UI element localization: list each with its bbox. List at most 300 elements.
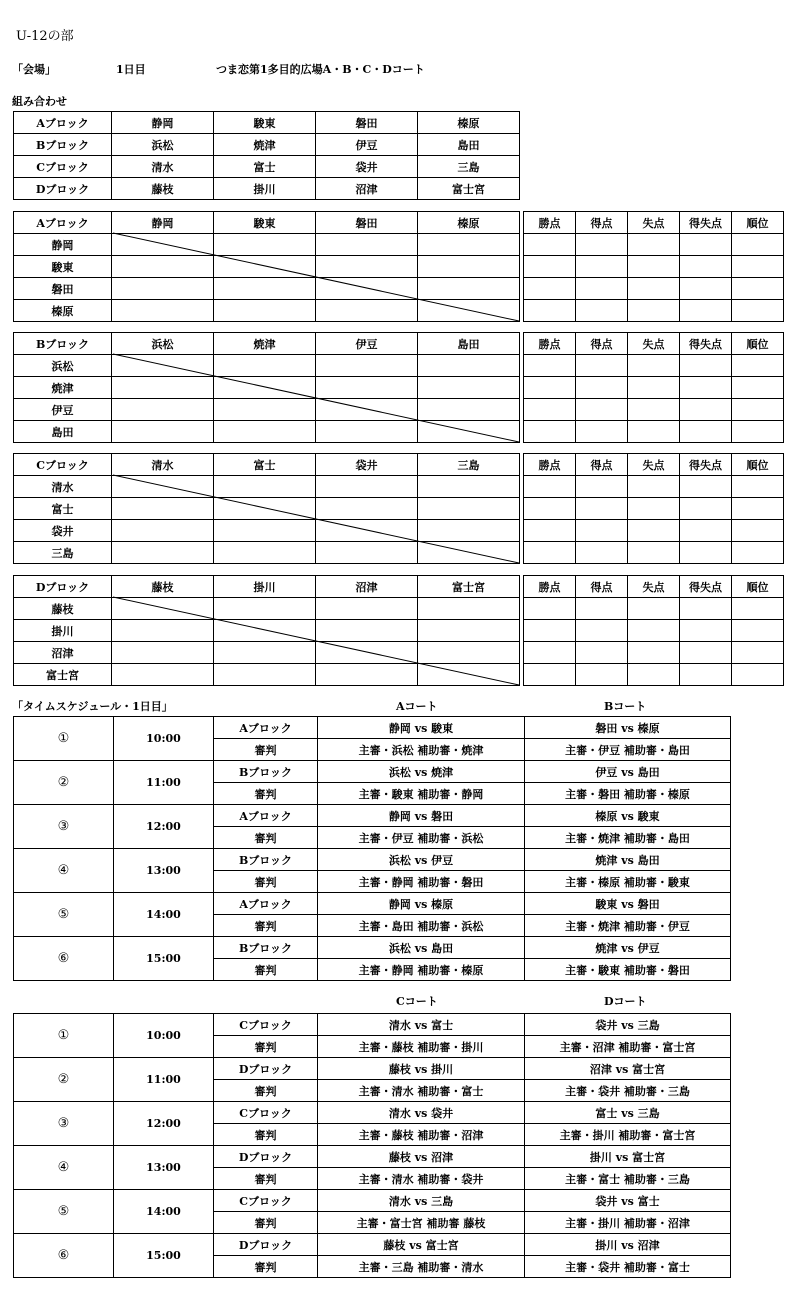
result-cell [316, 476, 418, 498]
slot-block: Bブロック [214, 849, 318, 871]
stat-cell [680, 498, 732, 520]
stat-cell [524, 642, 576, 664]
group-team: 伊豆 [316, 134, 418, 156]
stat-cell [576, 399, 628, 421]
league-col-team: 焼津 [214, 333, 316, 355]
stat-header: 得失点 [680, 454, 732, 476]
stat-cell [680, 234, 732, 256]
schedule-title: 「タイムスケジュール・1日目」 [12, 700, 173, 713]
stat-cell [524, 520, 576, 542]
referee-court-1: 主審・清水 補助審・袋井 [318, 1168, 525, 1190]
result-cell [316, 542, 418, 564]
schedule-row [14, 1190, 731, 1212]
stat-cell [524, 664, 576, 686]
match-court-1: 藤枝 vs 富士宮 [318, 1234, 525, 1256]
referee-court-1: 主審・浜松 補助審・焼津 [318, 739, 525, 761]
stat-cell [680, 399, 732, 421]
stat-cell [576, 620, 628, 642]
group-name: Cブロック [14, 156, 112, 178]
referee-court-1: 主審・静岡 補助審・榛原 [318, 959, 525, 981]
league-block-name: Cブロック [14, 454, 112, 476]
league-row-team: 磐田 [14, 278, 112, 300]
stat-cell [628, 256, 680, 278]
match-court-1: 清水 vs 富士 [318, 1014, 525, 1036]
stat-cell [524, 476, 576, 498]
schedule-row [14, 1102, 731, 1124]
slot-time: 15:00 [114, 1234, 214, 1278]
referee-label: 審判 [214, 915, 318, 937]
stat-cell [628, 642, 680, 664]
match-court-1: 藤枝 vs 掛川 [318, 1058, 525, 1080]
stat-header: 順位 [732, 333, 784, 355]
group-team: 袋井 [316, 156, 418, 178]
referee-court-1: 主審・静岡 補助審・磐田 [318, 871, 525, 893]
page-title: U-12の部 [16, 29, 74, 44]
league-col-team: 浜松 [112, 333, 214, 355]
group-team: 富士 [214, 156, 316, 178]
match-court-2: 袋井 vs 富士 [525, 1190, 731, 1212]
league-row-team: 島田 [14, 421, 112, 443]
referee-court-2: 主審・掛川 補助審・富士宮 [525, 1124, 731, 1146]
result-cell [214, 598, 316, 620]
stat-cell [524, 421, 576, 443]
result-cell [112, 498, 214, 520]
slot-number: ⑥ [14, 937, 114, 981]
result-cell [112, 476, 214, 498]
league-row-team: 榛原 [14, 300, 112, 322]
result-cell [418, 620, 520, 642]
result-cell [214, 542, 316, 564]
match-court-2: 磐田 vs 榛原 [525, 717, 731, 739]
group-team: 掛川 [214, 178, 316, 200]
stat-cell [628, 355, 680, 377]
slot-time: 14:00 [114, 1190, 214, 1234]
result-cell [112, 520, 214, 542]
venue-place: つま恋第1多目的広場A・B・C・Dコート [216, 63, 425, 76]
result-cell [316, 520, 418, 542]
group-name: Bブロック [14, 134, 112, 156]
stat-cell [524, 598, 576, 620]
group-name: Dブロック [14, 178, 112, 200]
result-cell [214, 620, 316, 642]
group-name: Aブロック [14, 112, 112, 134]
stat-cell [576, 542, 628, 564]
league-row-team: 三島 [14, 542, 112, 564]
referee-court-1: 主審・島田 補助審・浜松 [318, 915, 525, 937]
referee-court-2: 主審・焼津 補助審・伊豆 [525, 915, 731, 937]
stat-cell [680, 542, 732, 564]
stat-cell [628, 542, 680, 564]
result-cell [418, 476, 520, 498]
group-team: 沼津 [316, 178, 418, 200]
group-team: 藤枝 [112, 178, 214, 200]
court-label: Bコート [604, 700, 647, 713]
referee-court-2: 主審・袋井 補助審・三島 [525, 1080, 731, 1102]
result-cell [214, 300, 316, 322]
group-team: 清水 [112, 156, 214, 178]
group-row [14, 112, 520, 134]
league-col-team: 富士宮 [418, 576, 520, 598]
slot-time: 11:00 [114, 761, 214, 805]
slot-number: ② [14, 1058, 114, 1102]
result-cell [112, 664, 214, 686]
referee-court-2: 主審・袋井 補助審・富士 [525, 1256, 731, 1278]
group-team: 浜松 [112, 134, 214, 156]
slot-block: Aブロック [214, 805, 318, 827]
result-cell [112, 256, 214, 278]
league-col-team: 掛川 [214, 576, 316, 598]
slot-block: Dブロック [214, 1234, 318, 1256]
league-block-name: Bブロック [14, 333, 112, 355]
stat-cell [628, 234, 680, 256]
schedule-row [14, 717, 731, 739]
referee-court-2: 主審・沼津 補助審・富士宮 [525, 1036, 731, 1058]
match-court-2: 掛川 vs 沼津 [525, 1234, 731, 1256]
result-cell [214, 520, 316, 542]
result-cell [112, 355, 214, 377]
result-cell [112, 377, 214, 399]
result-cell [214, 399, 316, 421]
stat-cell [576, 355, 628, 377]
match-court-2: 焼津 vs 伊豆 [525, 937, 731, 959]
result-cell [418, 300, 520, 322]
slot-number: ⑥ [14, 1234, 114, 1278]
slot-time: 12:00 [114, 805, 214, 849]
referee-court-1: 主審・駿東 補助審・静岡 [318, 783, 525, 805]
stat-cell [524, 399, 576, 421]
referee-label: 審判 [214, 959, 318, 981]
venue-day: 1日目 [116, 63, 146, 76]
stat-cell [628, 278, 680, 300]
stat-cell [524, 256, 576, 278]
stat-header: 得失点 [680, 333, 732, 355]
stat-cell [576, 278, 628, 300]
result-cell [214, 278, 316, 300]
result-cell [418, 377, 520, 399]
result-cell [214, 664, 316, 686]
slot-time: 14:00 [114, 893, 214, 937]
result-cell [418, 598, 520, 620]
slot-block: Bブロック [214, 937, 318, 959]
result-cell [316, 355, 418, 377]
match-court-1: 静岡 vs 駿東 [318, 717, 525, 739]
result-cell [418, 399, 520, 421]
league-col-team: 榛原 [418, 212, 520, 234]
league-table [13, 332, 784, 443]
stat-header: 順位 [732, 576, 784, 598]
league-table [13, 211, 784, 322]
result-cell [112, 542, 214, 564]
league-col-team: 袋井 [316, 454, 418, 476]
stat-header: 失点 [628, 454, 680, 476]
group-team: 駿東 [214, 112, 316, 134]
match-court-1: 静岡 vs 磐田 [318, 805, 525, 827]
referee-court-1: 主審・富士宮 補助審 藤枝 [318, 1212, 525, 1234]
league-block-name: Dブロック [14, 576, 112, 598]
group-team: 榛原 [418, 112, 520, 134]
league-row-team: 伊豆 [14, 399, 112, 421]
stat-header: 勝点 [524, 576, 576, 598]
league-col-team: 沼津 [316, 576, 418, 598]
stat-cell [524, 300, 576, 322]
league-table [13, 453, 784, 564]
result-cell [112, 620, 214, 642]
stat-cell [732, 256, 784, 278]
stat-cell [576, 234, 628, 256]
result-cell [316, 234, 418, 256]
stat-cell [628, 598, 680, 620]
league-col-team: 駿東 [214, 212, 316, 234]
stat-cell [628, 498, 680, 520]
schedule-row [14, 1058, 731, 1080]
stat-cell [524, 620, 576, 642]
stat-cell [680, 300, 732, 322]
result-cell [418, 355, 520, 377]
referee-label: 審判 [214, 1080, 318, 1102]
schedule-row [14, 1146, 731, 1168]
result-cell [316, 421, 418, 443]
result-cell [112, 300, 214, 322]
league-row-team: 焼津 [14, 377, 112, 399]
stat-cell [628, 399, 680, 421]
stat-cell [732, 399, 784, 421]
groups-table [13, 111, 520, 200]
stat-cell [680, 256, 732, 278]
schedule-table [13, 1013, 731, 1278]
stat-cell [732, 498, 784, 520]
match-court-1: 浜松 vs 伊豆 [318, 849, 525, 871]
result-cell [112, 399, 214, 421]
result-cell [112, 278, 214, 300]
stat-cell [524, 377, 576, 399]
stat-cell [576, 664, 628, 686]
stat-cell [576, 498, 628, 520]
stat-cell [732, 300, 784, 322]
stat-cell [680, 520, 732, 542]
referee-court-1: 主審・藤枝 補助審・掛川 [318, 1036, 525, 1058]
schedule-row [14, 1234, 731, 1256]
result-cell [316, 300, 418, 322]
schedule-row [14, 1014, 731, 1036]
stat-header: 得失点 [680, 576, 732, 598]
slot-time: 13:00 [114, 849, 214, 893]
slot-number: ④ [14, 1146, 114, 1190]
result-cell [316, 256, 418, 278]
stat-cell [680, 620, 732, 642]
slot-number: ① [14, 717, 114, 761]
referee-court-2: 主審・焼津 補助審・島田 [525, 827, 731, 849]
stat-header: 失点 [628, 576, 680, 598]
result-cell [316, 278, 418, 300]
slot-number: ④ [14, 849, 114, 893]
league-row-team: 富士 [14, 498, 112, 520]
group-team: 三島 [418, 156, 520, 178]
result-cell [214, 377, 316, 399]
referee-court-1: 主審・伊豆 補助審・浜松 [318, 827, 525, 849]
slot-block: Cブロック [214, 1014, 318, 1036]
slot-number: ⑤ [14, 1190, 114, 1234]
schedule-row [14, 937, 731, 959]
group-team: 富士宮 [418, 178, 520, 200]
stat-cell [732, 377, 784, 399]
group-team: 磐田 [316, 112, 418, 134]
stat-header: 失点 [628, 333, 680, 355]
stat-cell [576, 421, 628, 443]
slot-time: 12:00 [114, 1102, 214, 1146]
stat-cell [732, 642, 784, 664]
stat-header: 順位 [732, 454, 784, 476]
referee-court-1: 主審・三島 補助審・清水 [318, 1256, 525, 1278]
stat-cell [680, 642, 732, 664]
slot-block: Dブロック [214, 1058, 318, 1080]
result-cell [112, 598, 214, 620]
stat-cell [576, 642, 628, 664]
referee-court-2: 主審・伊豆 補助審・島田 [525, 739, 731, 761]
referee-court-2: 主審・磐田 補助審・榛原 [525, 783, 731, 805]
result-cell [214, 355, 316, 377]
stat-header: 勝点 [524, 212, 576, 234]
stat-cell [732, 355, 784, 377]
referee-label: 審判 [214, 827, 318, 849]
stat-cell [576, 256, 628, 278]
league-row-team: 浜松 [14, 355, 112, 377]
result-cell [112, 421, 214, 443]
stat-header: 得点 [576, 576, 628, 598]
match-court-2: 掛川 vs 富士宮 [525, 1146, 731, 1168]
stat-cell [732, 234, 784, 256]
referee-court-2: 主審・富士 補助審・三島 [525, 1168, 731, 1190]
schedule-row [14, 849, 731, 871]
stat-header: 順位 [732, 212, 784, 234]
group-team: 静岡 [112, 112, 214, 134]
stat-cell [628, 476, 680, 498]
stat-cell [576, 476, 628, 498]
stat-cell [732, 421, 784, 443]
referee-court-2: 主審・駿東 補助審・磐田 [525, 959, 731, 981]
result-cell [214, 256, 316, 278]
slot-time: 15:00 [114, 937, 214, 981]
referee-court-1: 主審・清水 補助審・富士 [318, 1080, 525, 1102]
slot-time: 13:00 [114, 1146, 214, 1190]
stat-header: 得点 [576, 333, 628, 355]
slot-block: Aブロック [214, 893, 318, 915]
slot-number: ⑤ [14, 893, 114, 937]
slot-block: Cブロック [214, 1190, 318, 1212]
stat-cell [524, 355, 576, 377]
league-row-team: 静岡 [14, 234, 112, 256]
result-cell [316, 498, 418, 520]
stat-cell [576, 300, 628, 322]
stat-cell [576, 598, 628, 620]
referee-label: 審判 [214, 1168, 318, 1190]
schedule-table [13, 716, 731, 981]
match-court-1: 藤枝 vs 沼津 [318, 1146, 525, 1168]
stat-cell [732, 598, 784, 620]
league-table [13, 575, 784, 686]
match-court-2: 伊豆 vs 島田 [525, 761, 731, 783]
league-row-team: 富士宮 [14, 664, 112, 686]
stat-cell [680, 664, 732, 686]
court-label: Cコート [396, 995, 438, 1008]
groups-title: 組み合わせ [12, 95, 67, 108]
league-row-team: 駿東 [14, 256, 112, 278]
league-row-team: 藤枝 [14, 598, 112, 620]
match-court-2: 沼津 vs 富士宮 [525, 1058, 731, 1080]
stat-cell [680, 598, 732, 620]
match-court-1: 浜松 vs 島田 [318, 937, 525, 959]
result-cell [418, 256, 520, 278]
league-col-team: 藤枝 [112, 576, 214, 598]
stat-header: 失点 [628, 212, 680, 234]
league-col-team: 伊豆 [316, 333, 418, 355]
group-row [14, 134, 520, 156]
referee-label: 審判 [214, 1124, 318, 1146]
group-row [14, 178, 520, 200]
venue-label: 「会場」 [12, 63, 56, 76]
stat-cell [628, 664, 680, 686]
stat-cell [680, 476, 732, 498]
slot-block: Bブロック [214, 761, 318, 783]
result-cell [214, 234, 316, 256]
match-court-2: 袋井 vs 三島 [525, 1014, 731, 1036]
result-cell [316, 620, 418, 642]
referee-label: 審判 [214, 739, 318, 761]
result-cell [316, 399, 418, 421]
league-col-team: 静岡 [112, 212, 214, 234]
stat-cell [628, 520, 680, 542]
match-court-2: 焼津 vs 島田 [525, 849, 731, 871]
stat-cell [524, 234, 576, 256]
result-cell [418, 542, 520, 564]
stat-cell [628, 300, 680, 322]
stat-cell [576, 520, 628, 542]
result-cell [418, 278, 520, 300]
schedule-row [14, 893, 731, 915]
referee-label: 審判 [214, 1036, 318, 1058]
result-cell [214, 421, 316, 443]
stat-cell [628, 421, 680, 443]
stat-cell [732, 476, 784, 498]
stat-cell [628, 620, 680, 642]
stat-cell [576, 377, 628, 399]
stat-cell [680, 377, 732, 399]
court-label: Dコート [604, 995, 647, 1008]
result-cell [316, 664, 418, 686]
slot-block: Cブロック [214, 1102, 318, 1124]
stat-cell [732, 520, 784, 542]
stat-cell [524, 542, 576, 564]
group-row [14, 156, 520, 178]
referee-court-1: 主審・藤枝 補助審・沼津 [318, 1124, 525, 1146]
stat-cell [732, 620, 784, 642]
result-cell [112, 642, 214, 664]
slot-number: ② [14, 761, 114, 805]
league-row-team: 掛川 [14, 620, 112, 642]
schedule-row [14, 805, 731, 827]
match-court-1: 浜松 vs 焼津 [318, 761, 525, 783]
referee-court-2: 主審・榛原 補助審・駿東 [525, 871, 731, 893]
result-cell [418, 421, 520, 443]
result-cell [418, 498, 520, 520]
referee-label: 審判 [214, 871, 318, 893]
court-label: Aコート [396, 700, 438, 713]
result-cell [316, 598, 418, 620]
slot-time: 10:00 [114, 1014, 214, 1058]
result-cell [418, 664, 520, 686]
slot-block: Dブロック [214, 1146, 318, 1168]
group-team: 島田 [418, 134, 520, 156]
stat-cell [680, 421, 732, 443]
